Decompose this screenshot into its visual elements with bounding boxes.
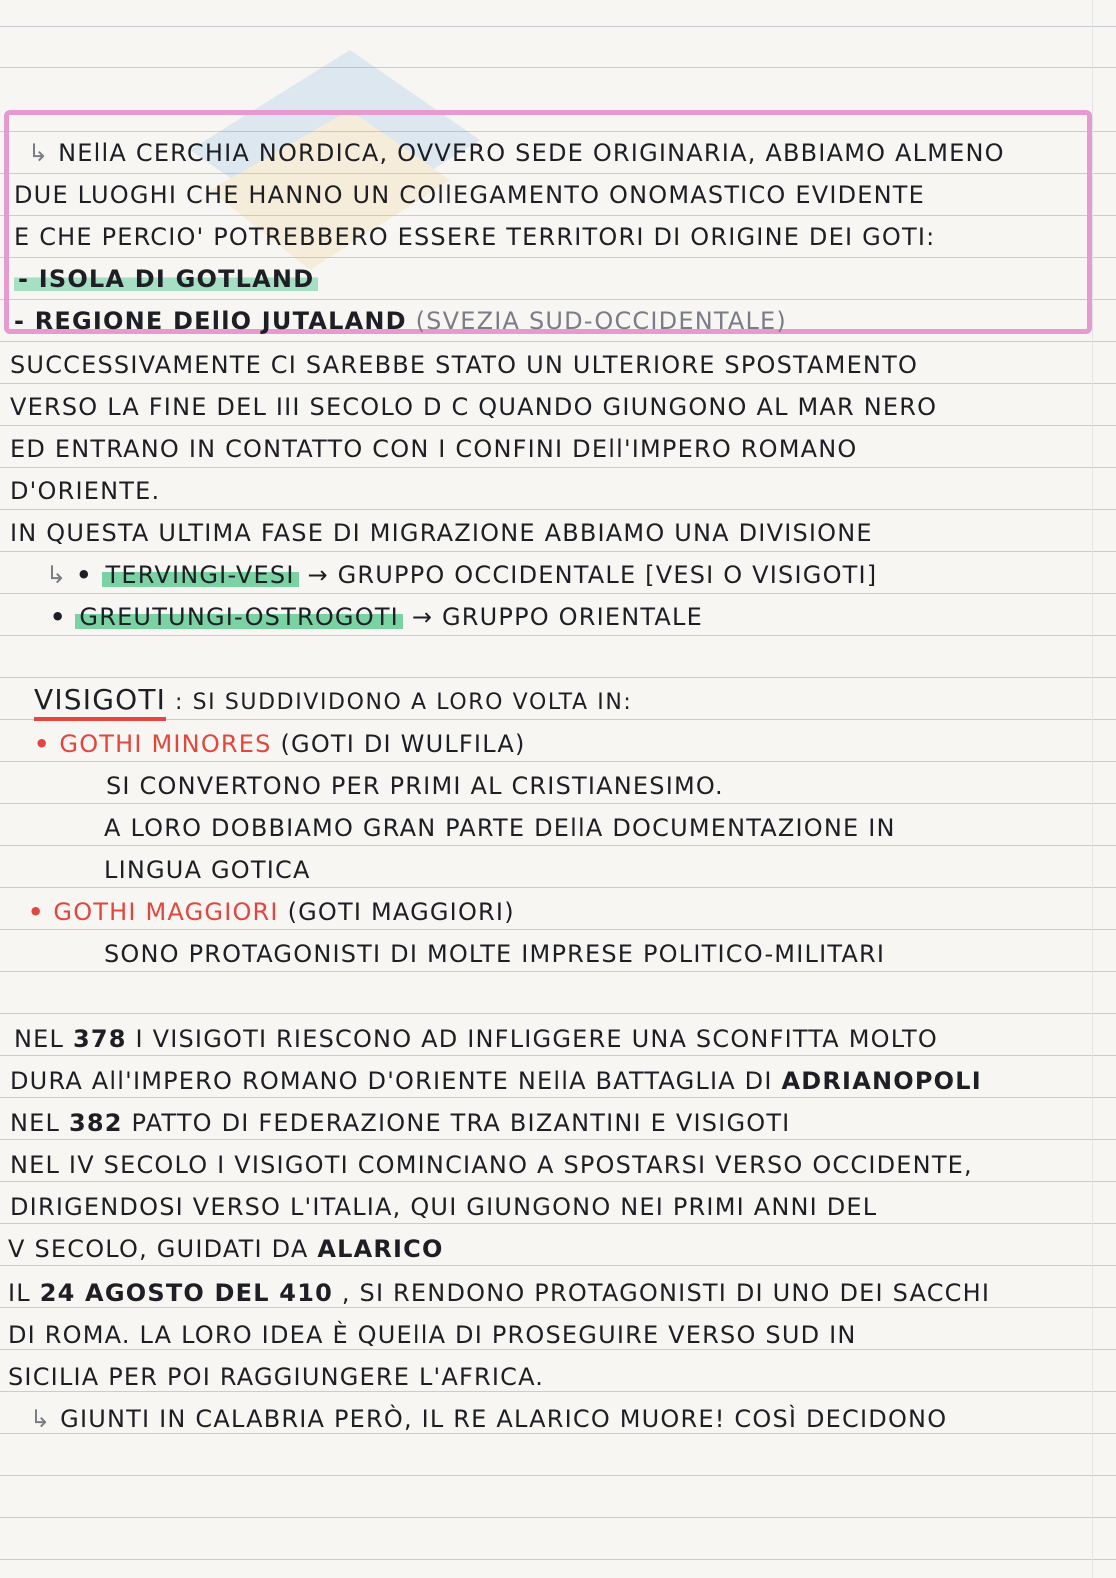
- ruled-line: [0, 341, 1116, 342]
- note-line: DURA All'IMPERO ROMANO D'ORIENTE NEllA BATTAGLIA DI ADRIANOPOLI: [10, 1067, 982, 1095]
- ruled-line: [0, 1265, 1116, 1266]
- ruled-line: [0, 845, 1116, 846]
- ruled-line: [0, 1097, 1116, 1098]
- ruled-line: [0, 1055, 1116, 1056]
- ruled-line: [0, 887, 1116, 888]
- bullet-icon: •: [34, 730, 51, 758]
- ruled-line: [0, 803, 1116, 804]
- ruled-line: [0, 425, 1116, 426]
- note-line: ↳ GIUNTI IN CALABRIA PERÒ, IL RE ALARICO MUORE! COSÌ DECIDONO: [30, 1405, 948, 1433]
- note-line: SICILIA PER POI RAGGIUNGERE L'AFRICA.: [8, 1363, 545, 1391]
- note-line: LINGUA GOTICA: [104, 856, 311, 884]
- ruled-line: [0, 1181, 1116, 1182]
- note-line: NEL 382 PATTO DI FEDERAZIONE TRA BIZANTINI E VISIGOTI: [10, 1109, 791, 1137]
- ruled-line: [0, 761, 1116, 762]
- bullet-icon: •: [28, 898, 45, 926]
- note-line: VERSO LA FINE DEL III SECOLO D C QUANDO GIUNGONO AL MAR NERO: [10, 393, 938, 421]
- ruled-line: [0, 551, 1116, 552]
- ruled-line: [0, 1013, 1116, 1014]
- note-line: DIRIGENDOSI VERSO L'ITALIA, QUI GIUNGONO NEI PRIMI ANNI DEL: [10, 1193, 878, 1221]
- bullet-icon: •: [50, 603, 67, 631]
- ruled-line: [0, 67, 1116, 68]
- note-line: • GOTHI MAGGIORI (GOTI MAGGIORI): [28, 898, 515, 926]
- ruled-line: [0, 467, 1116, 468]
- note-line: DUE LUOGHI CHE HANNO UN COllEGAMENTO ONOMASTICO EVIDENTE: [14, 181, 926, 209]
- note-line: - ISOLA DI GOTLAND: [14, 264, 318, 294]
- ruled-line: [0, 929, 1116, 930]
- ruled-line: [0, 635, 1116, 636]
- page-edge: [1092, 0, 1093, 1578]
- note-line: - REGIONE DEllO JUTALAND (SVEZIA SUD-OCCIDENTALE): [14, 307, 787, 335]
- ruled-line: [0, 971, 1116, 972]
- ruled-line: [0, 1475, 1116, 1476]
- note-line: D'ORIENTE.: [10, 477, 161, 505]
- note-line: VISIGOTI : SI SUDDIVIDONO A LORO VOLTA IN:: [34, 685, 632, 718]
- note-line: ↳ • TERVINGI-VESI → GRUPPO OCCIDENTALE [VESI O VISIGOTI]: [46, 561, 878, 589]
- ruled-line: [0, 1139, 1116, 1140]
- ruled-line: [0, 593, 1116, 594]
- note-line: • GREUTUNGI-OSTROGOTI → GRUPPO ORIENTALE: [50, 603, 703, 631]
- curve-mark-icon: ↳: [30, 1405, 52, 1433]
- note-line: IN QUESTA ULTIMA FASE DI MIGRAZIONE ABBIAMO UNA DIVISIONE: [10, 519, 873, 547]
- note-line: ED ENTRANO IN CONTATTO CON I CONFINI DEll'IMPERO ROMANO: [10, 435, 858, 463]
- curve-mark-icon: ↳: [28, 139, 50, 167]
- note-line: SUCCESSIVAMENTE CI SAREBBE STATO UN ULTERIORE SPOSTAMENTO: [10, 351, 919, 379]
- note-line: NEL 378 I VISIGOTI RIESCONO AD INFLIGGERE UNA SCONFITTA MOLTO: [14, 1025, 938, 1053]
- note-line: E CHE PERCIO' POTREBBERO ESSERE TERRITORI DI ORIGINE DEI GOTI:: [14, 223, 936, 251]
- note-line: DI ROMA. LA LORO IDEA È QUEllA DI PROSEGUIRE VERSO SUD IN: [8, 1321, 857, 1349]
- note-line: ↳ NEllA CERCHIA NORDICA, OVVERO SEDE ORIGINARIA, ABBIAMO ALMENO: [28, 139, 1005, 167]
- ruled-line: [0, 719, 1116, 720]
- curve-mark-icon: ↳: [46, 561, 68, 589]
- ruled-line: [0, 383, 1116, 384]
- ruled-line: [0, 1223, 1116, 1224]
- note-line: A LORO DOBBIAMO GRAN PARTE DEllA DOCUMENTAZIONE IN: [104, 814, 896, 842]
- ruled-line: [0, 1517, 1116, 1518]
- note-line: • GOTHI MINORES (GOTI DI WULFILA): [34, 730, 526, 758]
- note-line: SONO PROTAGONISTI DI MOLTE IMPRESE POLITICO-MILITARI: [104, 940, 886, 968]
- ruled-line: [0, 26, 1116, 27]
- note-line: IL 24 AGOSTO DEL 410 , SI RENDONO PROTAGONISTI DI UNO DEI SACCHI: [8, 1279, 991, 1307]
- note-line: NEL IV SECOLO I VISIGOTI COMINCIANO A SPOSTARSI VERSO OCCIDENTE,: [10, 1151, 973, 1179]
- ruled-line: [0, 1559, 1116, 1560]
- ruled-line: [0, 509, 1116, 510]
- note-line: V SECOLO, GUIDATI DA ALARICO: [8, 1235, 444, 1263]
- note-line: SI CONVERTONO PER PRIMI AL CRISTIANESIMO.: [106, 772, 724, 800]
- ruled-line: [0, 677, 1116, 678]
- bullet-icon: •: [76, 561, 93, 589]
